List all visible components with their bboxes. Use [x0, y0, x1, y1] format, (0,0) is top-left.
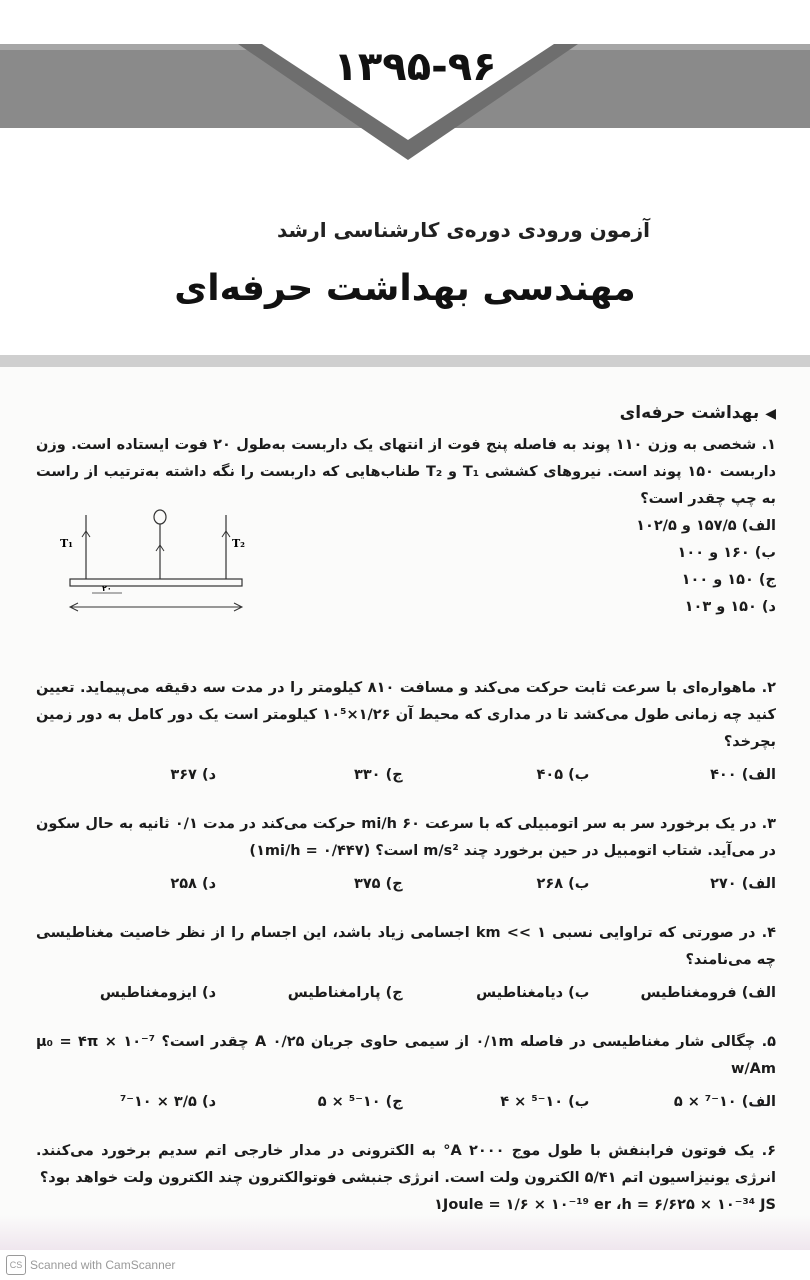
- question-4: [36, 920, 776, 1007]
- question-text: ۲. ماهواره‌ای با سرعت ثابت حرکت می‌کند و مسافت ۸۱۰ کیلومتر را در مدت سه دقیقه می‌پیماید. تعیین کنید چه زمانی طول می‌کشد تا در مداری که محیط آن ۱/۲۶×۱۰⁵ کیلومتر است یک دور کامل به دور زمین بچرخد؟: [36, 680, 776, 750]
- chevron-banner: [0, 0, 810, 200]
- scaffold-diagram: [56, 509, 256, 619]
- triangle-bullet-icon: ◀: [765, 406, 776, 422]
- option-b[interactable]: ب) ۱۶۰ و ۱۰۰: [677, 545, 776, 561]
- option-d[interactable]: د) ۳/۵ × ۱۰⁻⁷: [119, 1094, 217, 1110]
- question-3: [36, 811, 776, 898]
- question-text: ۶. یک فوتون فرابنفش با طول موج ۲۰۰۰ A° به الکترونی در مدار خارجی اتم سدیم برخورد می‌کنند. انرژی یونیزاسیون اتم ۵/۴۱ الکترون ولت است. انرژی جنبشی فوتوالکترون چند الکترون ولت خواهد بود؟: [36, 1143, 776, 1186]
- option-d[interactable]: د) ۲۵۸: [170, 876, 217, 892]
- question-text: ۱. شخصی به وزن ۱۱۰ پوند به فاصله پنج فوت از انتهای یک داربست به‌طول ۲۰ فوت ایستاده است. وزن داربست ۱۵۰ پوند است. نیروهای کششی T₁ و T₂ طناب‌هایی که داربست را نگه داشته به‌ترتیب از راست به چپ چقدر است؟: [36, 437, 777, 507]
- option-b[interactable]: ب) دیامغناطیس: [476, 985, 590, 1001]
- option-c[interactable]: ج) ۱۰⁻⁵ × ۵: [317, 1094, 403, 1110]
- option-d[interactable]: د) ۱۵۰ و ۱۰۳: [684, 599, 776, 615]
- option-c[interactable]: ج) ۱۵۰ و ۱۰۰: [681, 572, 776, 588]
- question-text: ۴. در صورتی که تراوایی نسبی ۱ >> km اجسامی زیاد باشد، این اجسام را از نظر خاصیت مغناطیسی چه می‌نامند؟: [36, 925, 776, 968]
- option-b[interactable]: ب) ۲۶۸: [536, 876, 590, 892]
- scanner-watermark: Scanned with CamScanner: [30, 1258, 176, 1272]
- options-row: [36, 1089, 776, 1116]
- options-row: [36, 762, 776, 789]
- header-divider: [0, 355, 810, 367]
- option-a[interactable]: الف) ۱۰⁻⁷ × ۵: [673, 1094, 776, 1110]
- option-d[interactable]: د) ایزومغناطیس: [99, 985, 217, 1001]
- year-range: ۱۳۹۵-۹۶: [333, 44, 497, 90]
- camscanner-icon: CS: [6, 1255, 26, 1275]
- constants-equation: ۱Joule = ۱/۶ × ۱۰⁻¹⁹ er ،h = ۶/۶۲۵ × ۱۰⁻³⁴ JS: [434, 1197, 776, 1213]
- option-a[interactable]: الف) فرومغناطیس: [640, 985, 776, 1001]
- option-a[interactable]: الف) ۱۵۷/۵ و ۱۰۲/۵: [636, 518, 776, 534]
- exam-subtitle: آزمون ورودی دوره‌ی کارشناسی ارشد: [276, 218, 650, 242]
- page-edge-shadow: [0, 1215, 810, 1250]
- section-heading: [36, 400, 776, 428]
- question-2: [36, 675, 776, 789]
- question-1: [36, 432, 776, 653]
- question-1-body: [36, 513, 776, 653]
- question-text: ۵. چگالی شار مغناطیسی در فاصله ۰/۱m از سیمی حاوی جریان ۰/۲۵ A چقدر است؟ μ₀ = ۴π × ۱۰⁻⁷ w/Am: [36, 1034, 776, 1077]
- question-text: ۳. در یک برخورد سر به سر اتومبیلی که با سرعت ۶۰ mi/h حرکت می‌کند در مدت ۰/۱ ثانیه به حال سکون در می‌آید. شتاب اتومبیل در حین برخورد چند m/s² است؟ (۱mi/h = ۰/۴۴۷): [36, 816, 776, 859]
- question-5: [36, 1029, 776, 1116]
- options-row: [36, 871, 776, 898]
- options-row: [36, 980, 776, 1007]
- label-t1: T₁: [60, 537, 74, 550]
- dim-label: ۲۰: [102, 584, 112, 593]
- option-b[interactable]: ب) ۴۰۵: [536, 767, 590, 783]
- option-a[interactable]: الف) ۲۷۰: [710, 876, 776, 892]
- option-c[interactable]: ج) ۳۳۰: [353, 767, 403, 783]
- option-b[interactable]: ب) ۱۰⁻⁵ × ۴: [500, 1094, 590, 1110]
- options-list: [516, 513, 776, 621]
- label-t2: T₂: [232, 537, 246, 550]
- option-c[interactable]: ج) پارامغناطیس: [287, 985, 403, 1001]
- section-title: بهداشت حرفه‌ای: [619, 403, 760, 423]
- option-d[interactable]: د) ۳۶۷: [170, 767, 217, 783]
- chapter-header: [0, 0, 810, 360]
- option-c[interactable]: ج) ۳۷۵: [353, 876, 403, 892]
- exam-title: مهندسی بهداشت حرفه‌ای: [174, 268, 636, 309]
- questions-content: [36, 400, 776, 1274]
- option-a[interactable]: الف) ۴۰۰: [710, 767, 776, 783]
